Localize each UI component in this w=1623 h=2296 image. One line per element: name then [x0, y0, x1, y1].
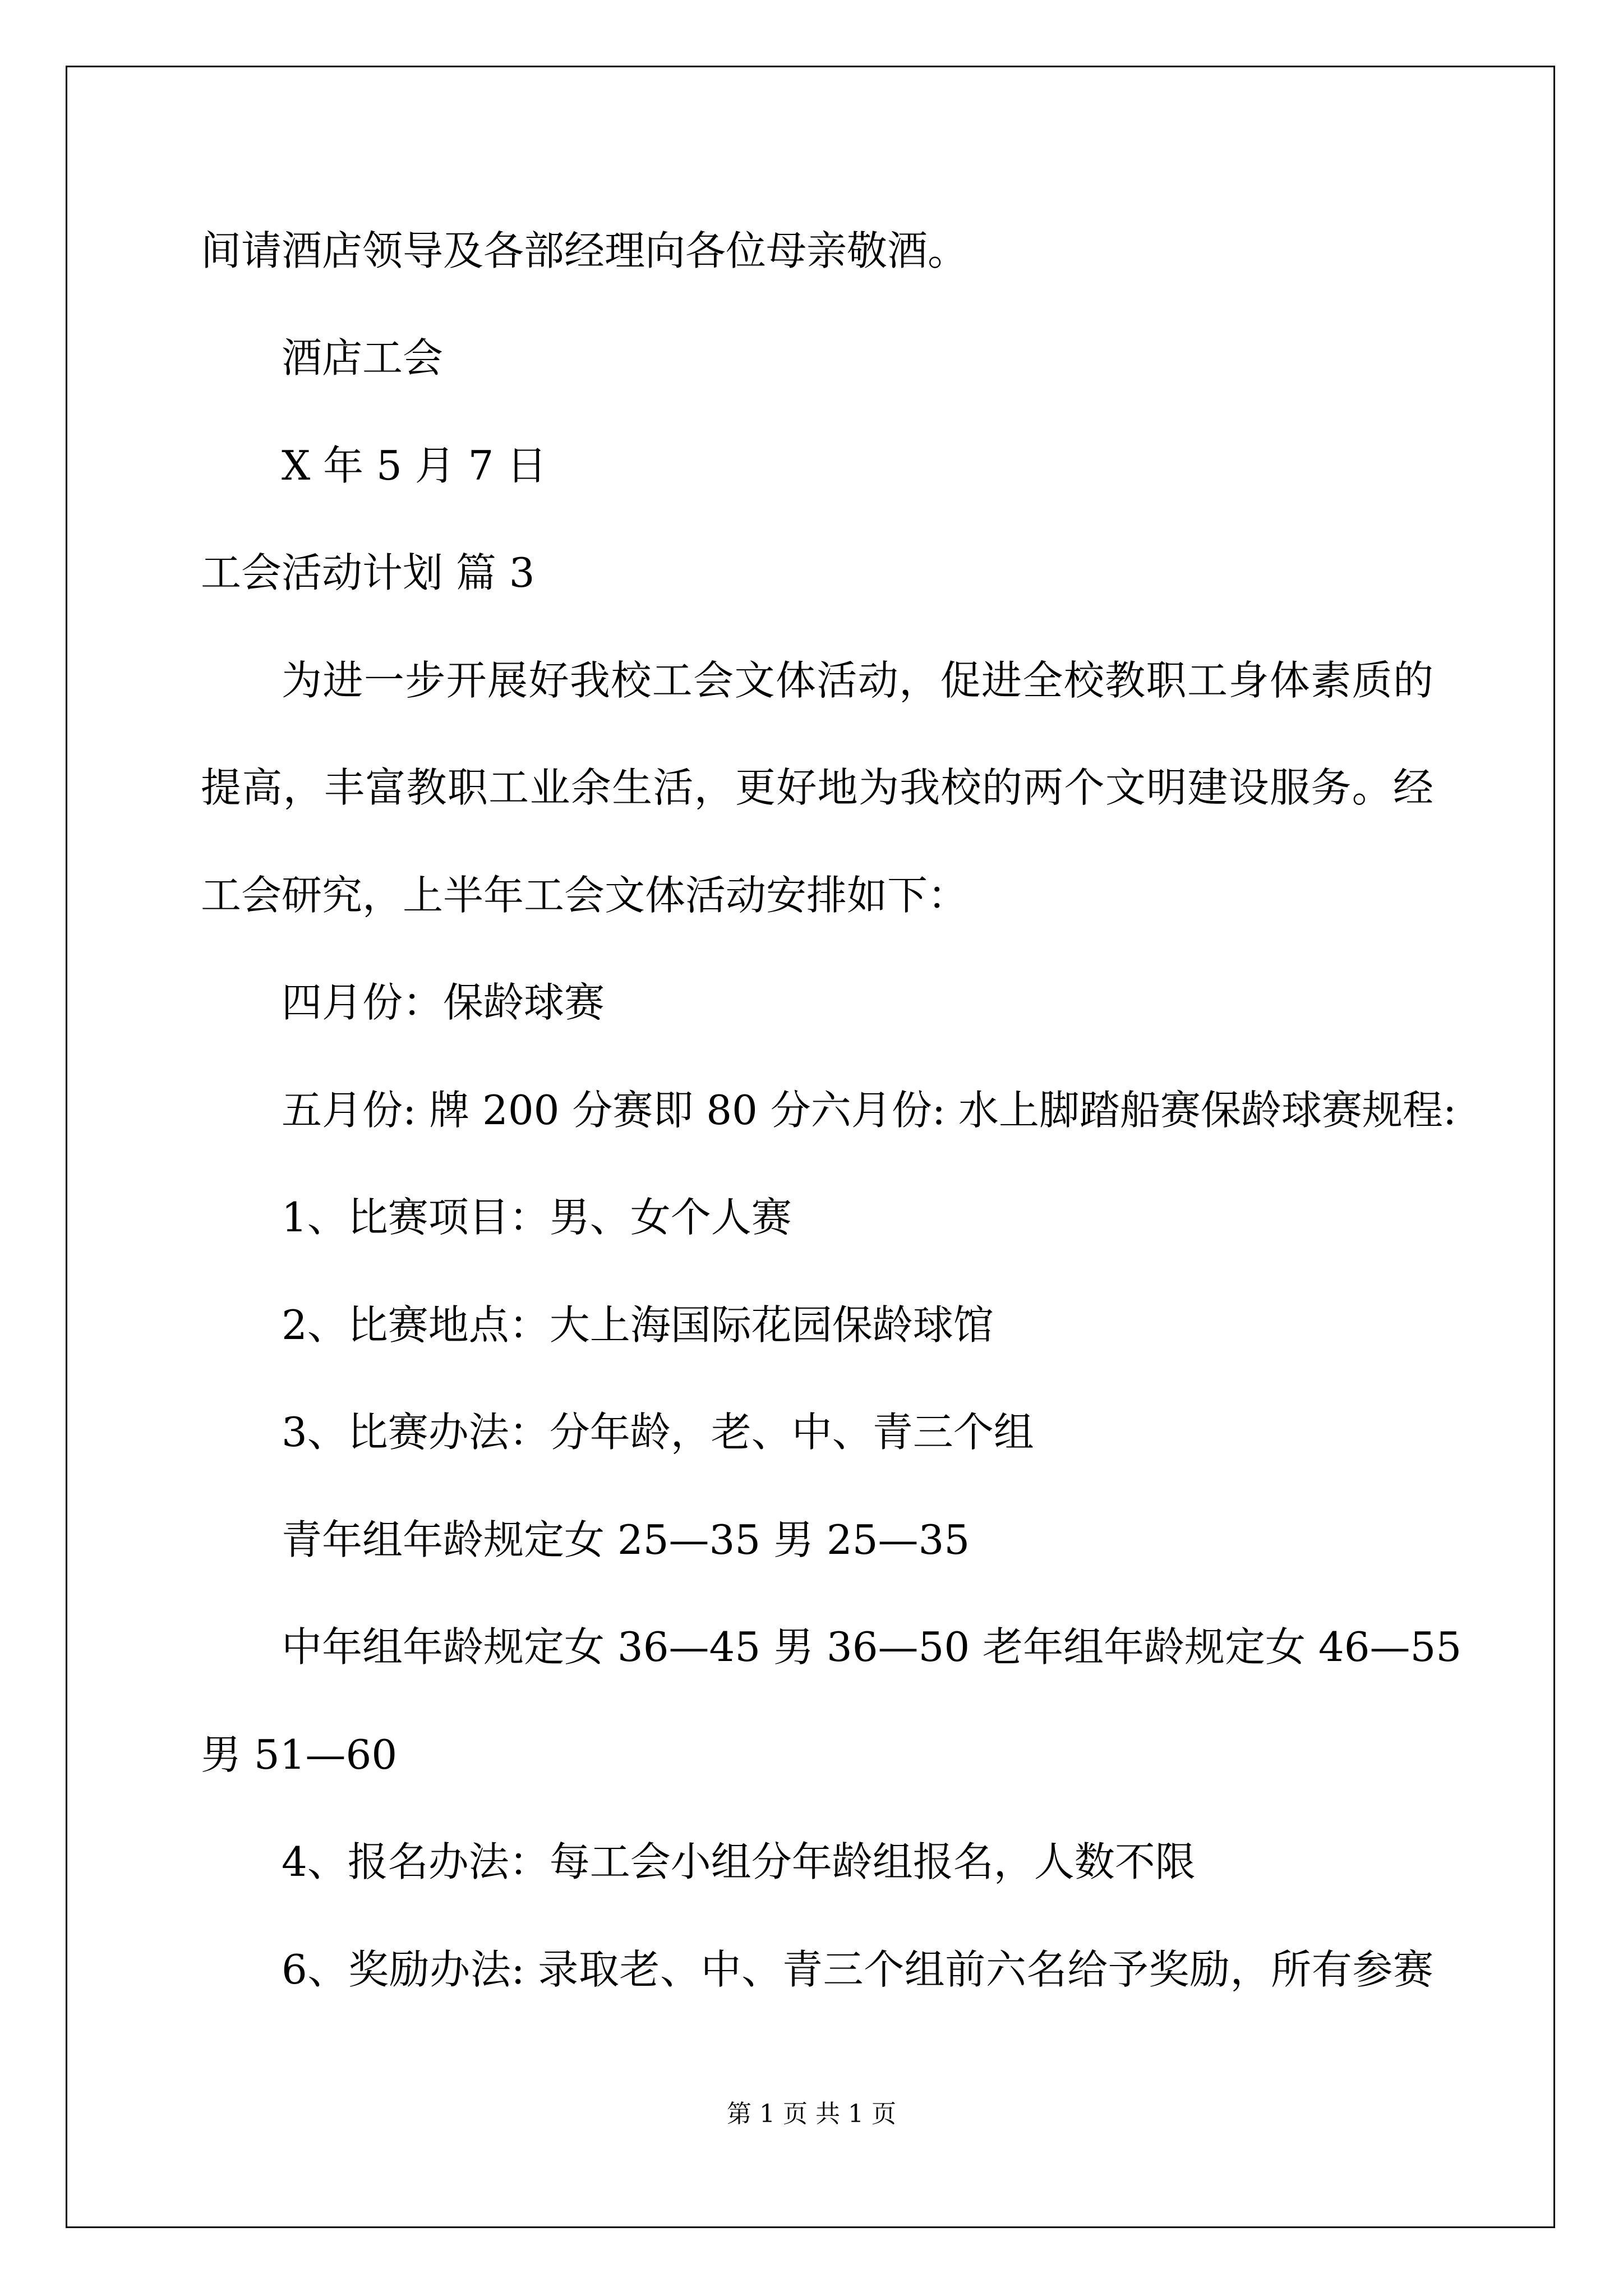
text-line: 青年组年龄规定女 25—35 男 25—35	[282, 1516, 970, 1563]
signature-line: 酒店工会	[282, 334, 444, 381]
page-frame	[66, 66, 1555, 2228]
list-item: 1、比赛项目：男、女个人赛	[282, 1194, 792, 1241]
text-line: 工会研究，上半年工会文体活动安排如下：	[201, 872, 969, 919]
list-item: 6、奖励办法: 录取老、中、青三个组前六名给予奖励，所有参赛	[282, 1946, 1433, 1993]
text-line: 间请酒店领导及各部经理向各位母亲敬酒。	[201, 227, 969, 274]
text-line: 四月份：保龄球赛	[282, 979, 605, 1026]
date-line: X 年 5 月 7 日	[282, 442, 547, 489]
list-item: 3、比赛办法：分年龄，老、中、青三个组	[282, 1409, 1034, 1456]
list-item: 2、比赛地点：大上海国际花园保龄球馆	[282, 1301, 994, 1349]
text-line: 男 51—60	[201, 1731, 398, 1778]
section-heading: 工会活动计划 篇 3	[201, 549, 535, 596]
text-line: 中年组年龄规定女 36—45 男 36—50 老年组年龄规定女 46—55	[282, 1623, 1462, 1671]
text-line: 五月份: 牌 200 分赛即 80 分六月份: 水上脚踏船赛保龄球赛规程:	[282, 1087, 1457, 1134]
text-line: 为进一步开展好我校工会文体活动，促进全校教职工身体素质的	[282, 657, 1433, 704]
page-footer: 第 1 页 共 1 页	[727, 2100, 896, 2128]
list-item: 4、报名办法：每工会小组分年龄组报名，人数不限	[282, 1838, 1196, 1885]
text-line: 提高，丰富教职工业余生活，更好地为我校的两个文明建设服务。经	[201, 764, 1433, 811]
